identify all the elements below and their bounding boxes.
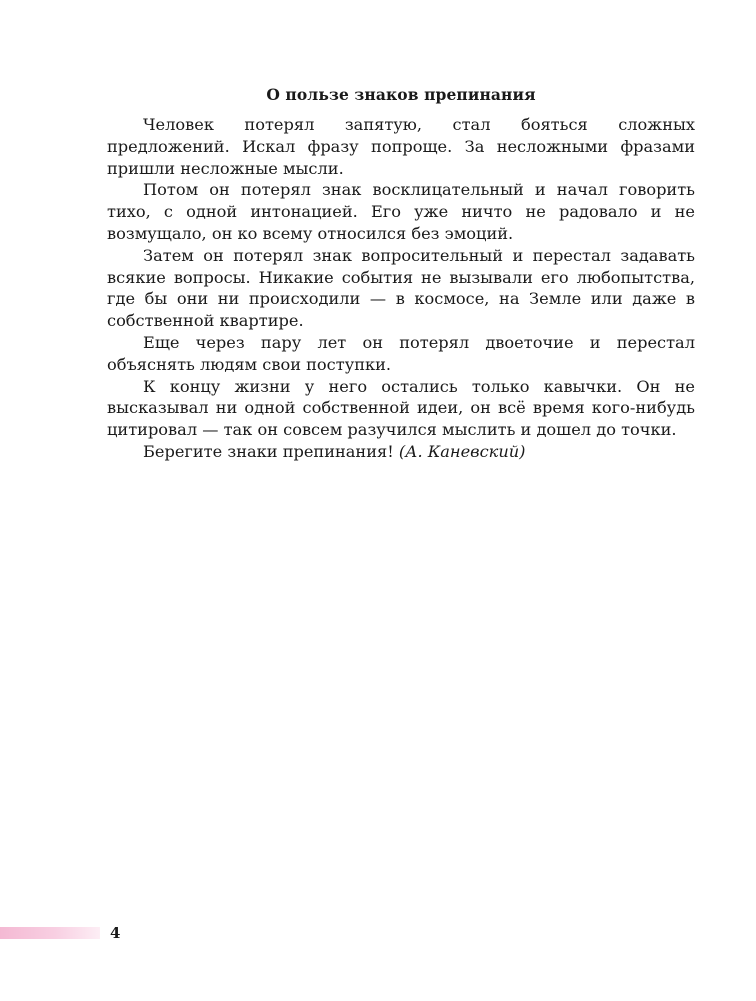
- paragraph-4: Еще через пару лет он потерял двоеточие и перестал объяснять людям свои поступки.: [107, 332, 695, 374]
- paragraph-5: К концу жизни у него остались только кавычки. Он не высказывал ни одной собственной идеи, он всё время кого-нибудь цитировал — так он совсем разучился мыслить и дошел до точки.: [107, 376, 695, 440]
- page-accent-bar: [0, 927, 100, 939]
- page-number: 4: [110, 924, 121, 942]
- author-attribution: (А. Каневский): [398, 441, 526, 461]
- paragraph-3: Затем он потерял знак вопросительный и перестал задавать всякие вопросы. Никакие события не вызывали его любопытства, где бы они ни происходили — в космосе, на Земле или даже в собственной квартире.: [107, 245, 695, 331]
- page-title: О пользе знаков препинания: [266, 85, 536, 104]
- paragraph-1: Человек потерял запятую, стал бояться сложных предложений. Искал фразу попроще. За несложными фразами пришли несложные мысли.: [107, 115, 695, 178]
- text-body: [107, 84, 695, 463]
- paragraph-2: Потом он потерял знак восклицательный и начал говорить тихо, с одной интонацией. Его уже ничто не радовало и не возмущало, он ко всему относился без эмоций.: [107, 180, 695, 243]
- closing-paragraph: [107, 441, 695, 463]
- closing-text: Берегите знаки препинания!: [143, 441, 394, 461]
